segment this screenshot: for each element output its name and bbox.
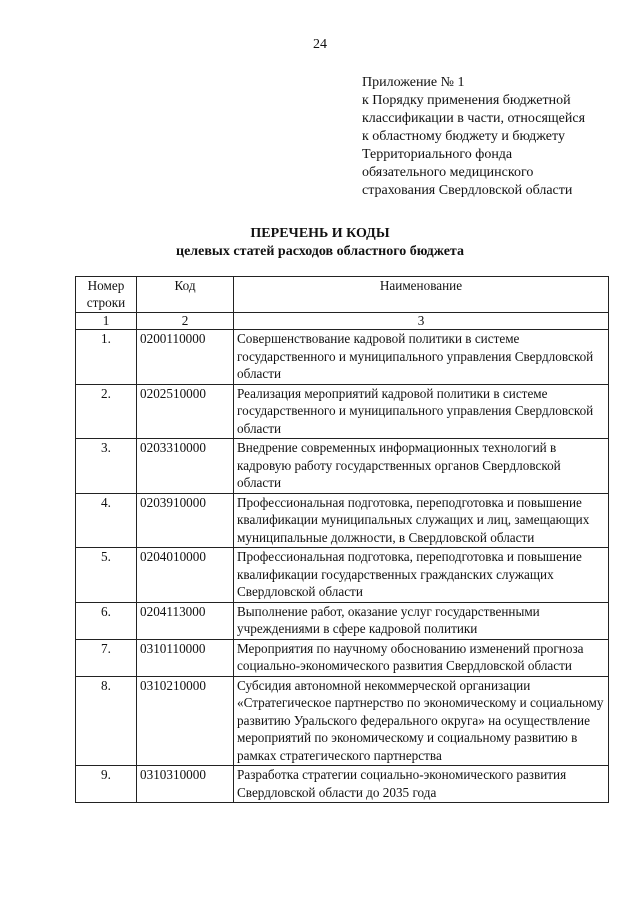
row-name: Субсидия автономной некоммерческой организации «Стратегическое партнерство по экономическому и социальному развитию Уральского федерального округа» на осуществление мероприятий по экономическому и социальному развитию в рамках стратегического партнерства	[234, 676, 609, 766]
header-name: Наименование	[234, 277, 609, 313]
row-code: 0203310000	[137, 439, 234, 494]
table-row	[76, 330, 609, 385]
row-number: 4.	[76, 493, 137, 548]
row-number: 7.	[76, 639, 137, 676]
header-number: Номер строки	[76, 277, 137, 313]
row-number: 3.	[76, 439, 137, 494]
table-row	[76, 639, 609, 676]
row-name: Внедрение современных информационных технологий в кадровую работу государственных органов Свердловской области	[234, 439, 609, 494]
document-title	[0, 225, 640, 261]
row-code: 0310210000	[137, 676, 234, 766]
budget-items-table	[75, 276, 609, 803]
appendix-line: обязательного медицинского	[362, 165, 534, 180]
row-name: Профессиональная подготовка, переподготовка и повышение квалификации муниципальных служащих и лиц, замещающих муниципальные должности, в Свердловской области	[234, 493, 609, 548]
row-code: 0310110000	[137, 639, 234, 676]
column-number-row	[76, 313, 609, 330]
table-row	[76, 676, 609, 766]
row-number: 2.	[76, 384, 137, 439]
title-line-1: ПЕРЕЧЕНЬ И КОДЫ	[250, 226, 390, 241]
appendix-line: Приложение № 1	[362, 75, 465, 90]
appendix-line: страхования Свердловской области	[362, 183, 573, 198]
row-name: Реализация мероприятий кадровой политики в системе государственного и муниципального управления Свердловской области	[234, 384, 609, 439]
row-name: Разработка стратегии социально-экономического развития Свердловской области до 2035 года	[234, 766, 609, 803]
row-name: Профессиональная подготовка, переподготовка и повышение квалификации государственных гражданских служащих Свердловской области	[234, 548, 609, 603]
row-name: Совершенствование кадровой политики в системе государственного и муниципального управления Свердловской области	[234, 330, 609, 385]
column-number: 2	[137, 313, 234, 330]
row-name: Мероприятия по научному обоснованию изменений прогноза социально-экономического развития Свердловской области	[234, 639, 609, 676]
table-row	[76, 602, 609, 639]
table-row	[76, 384, 609, 439]
row-code: 0202510000	[137, 384, 234, 439]
row-number: 9.	[76, 766, 137, 803]
table-header-row	[76, 277, 609, 313]
row-code: 0310310000	[137, 766, 234, 803]
table-row	[76, 439, 609, 494]
row-code: 0204010000	[137, 548, 234, 603]
appendix-line: к Порядку применения бюджетной	[362, 93, 571, 108]
row-number: 5.	[76, 548, 137, 603]
row-number: 8.	[76, 676, 137, 766]
column-number: 1	[76, 313, 137, 330]
row-code: 0200110000	[137, 330, 234, 385]
appendix-note	[362, 74, 632, 200]
page-number: 24	[313, 37, 327, 52]
appendix-line: к областному бюджету и бюджету	[362, 129, 565, 144]
row-code: 0203910000	[137, 493, 234, 548]
row-code: 0204113000	[137, 602, 234, 639]
appendix-line: Территориального фонда	[362, 147, 513, 162]
appendix-line: классификации в части, относящейся	[362, 111, 586, 126]
column-number: 3	[234, 313, 609, 330]
header-code: Код	[137, 277, 234, 313]
table-row	[76, 548, 609, 603]
row-name: Выполнение работ, оказание услуг государственными учреждениями в сфере кадровой политики	[234, 602, 609, 639]
row-number: 6.	[76, 602, 137, 639]
table-row	[76, 766, 609, 803]
title-line-2: целевых статей расходов областного бюджета	[176, 244, 464, 259]
row-number: 1.	[76, 330, 137, 385]
table-row	[76, 493, 609, 548]
